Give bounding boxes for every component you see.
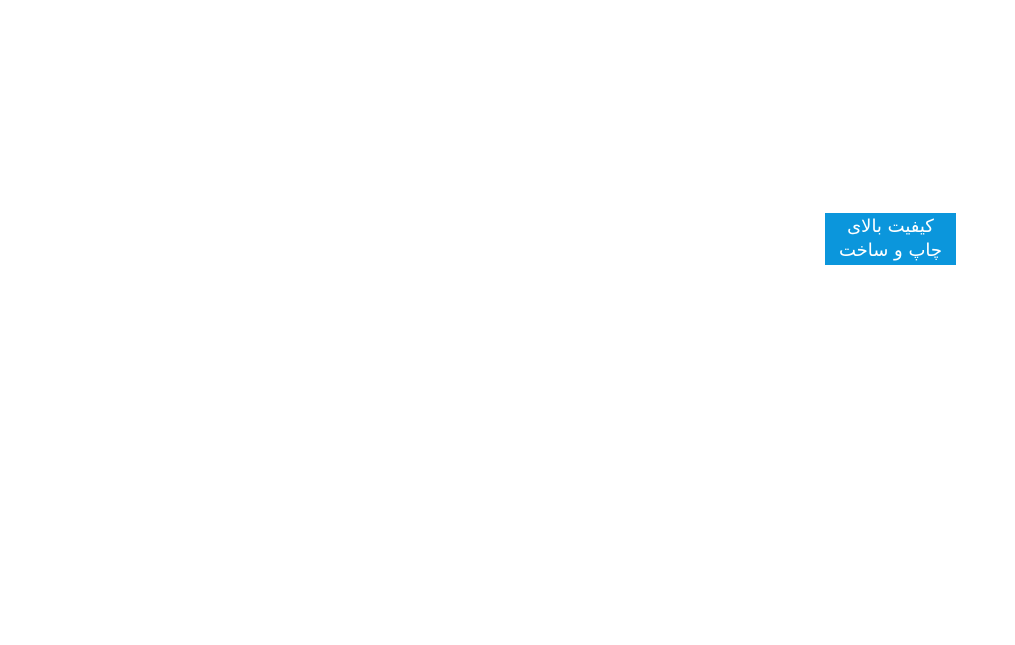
quality-badge (825, 213, 956, 265)
badge-line-1: کیفیت بالای (847, 216, 934, 237)
badge-line-2: چاپ و ساخت (838, 240, 943, 261)
